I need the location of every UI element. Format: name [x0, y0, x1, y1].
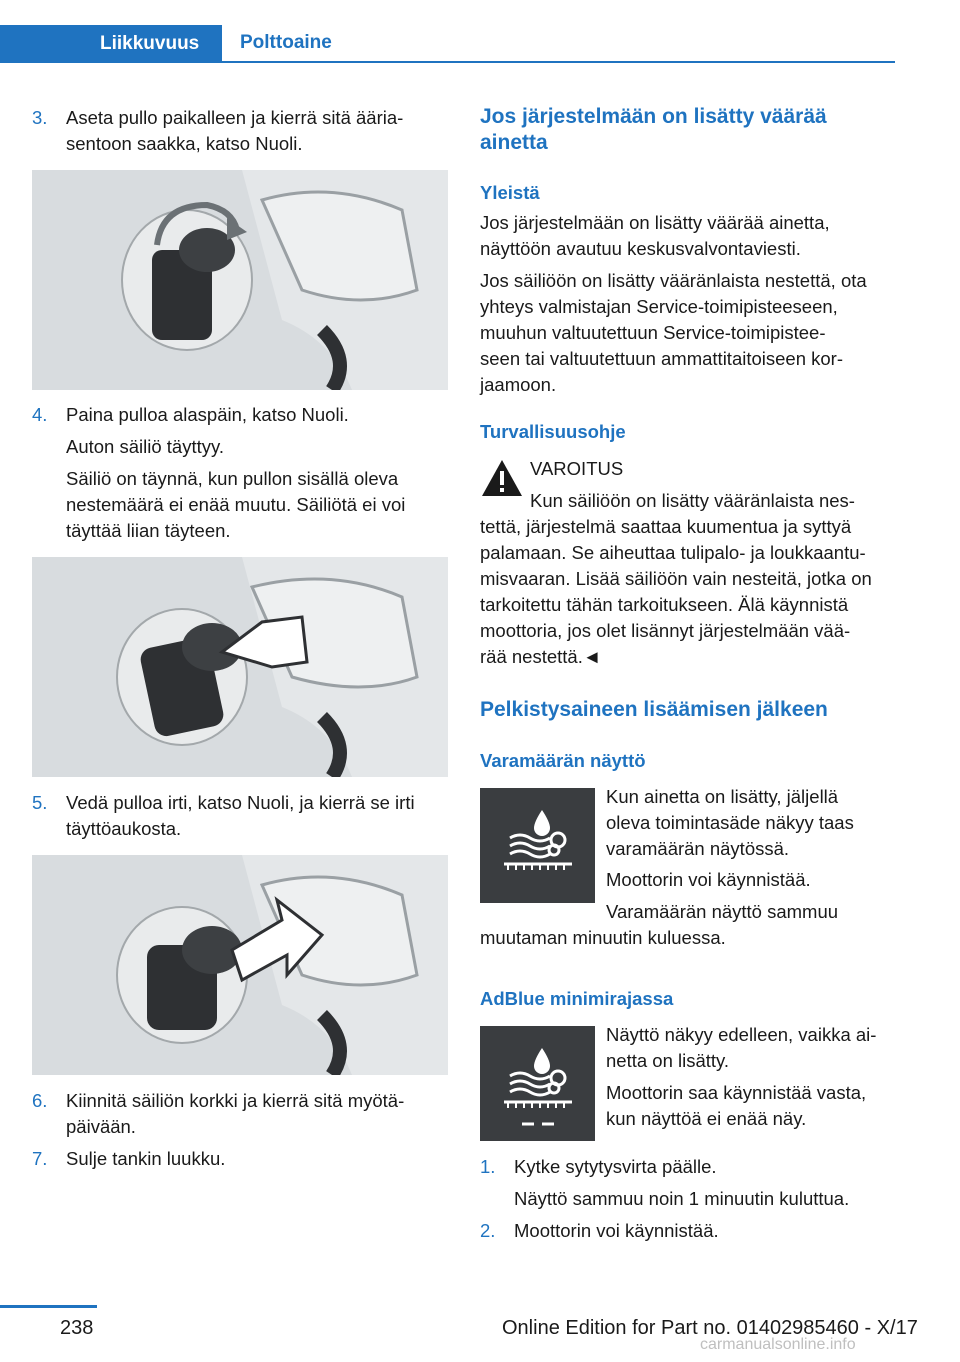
tab-liikkuvuus[interactable] — [0, 25, 222, 63]
step-number: 7. — [32, 1148, 48, 1169]
minimum-text-2 — [606, 1080, 906, 1132]
text-line: muuhun valtuutettuun Service-toimipistee‐ — [480, 322, 826, 343]
adblue-minimum-icon — [480, 1026, 595, 1141]
step-text: nestemäärä ei enää muutu. Säiliötä ei voi — [66, 494, 406, 515]
watermark: carmanualsonline.info — [700, 1336, 856, 1353]
text-line: netta on lisätty. — [606, 1050, 730, 1071]
tab-liikkuvuus-label: Liikkuvuus — [100, 33, 200, 54]
step-number: 2. — [480, 1220, 496, 1241]
step-text: täyttää liian täyteen. — [66, 520, 231, 541]
step-text: Aseta pullo paikalleen ja kierrä sitä ääria‐ — [66, 107, 404, 128]
warning-triangle-icon — [480, 458, 524, 498]
edition-text: Online Edition for Part no. 01402985460 - X/17 — [502, 1317, 918, 1339]
heading-range-display: Varamäärän näyttö — [480, 750, 646, 771]
text-line: seen tai valtuutettuun ammattitaitoiseen kor‐ — [480, 348, 843, 369]
warning-text-first: Kun säiliöön on lisätty vääränlaista nes‐ — [530, 490, 855, 511]
step-text: täyttöaukosta. — [66, 818, 182, 839]
paragraph-general-1 — [480, 210, 900, 262]
adblue-range-icon — [480, 788, 595, 903]
text-line: kun näyttöä ei enää näy. — [606, 1108, 807, 1129]
step-text: Auton säiliö täyttyy. — [66, 436, 225, 457]
text-line: oleva toimintasäde näkyy taas — [606, 812, 854, 833]
footer-rule — [0, 1305, 97, 1308]
text-line: rää nestettä.◄ — [480, 646, 602, 667]
range-text-3: Varamäärän näyttö sammuu — [606, 901, 839, 922]
text-line: näyttöön avautuu keskusvalvontaviesti. — [480, 238, 801, 259]
text-line: tettä, järjestelmä saattaa kuumentua ja syttyä — [480, 516, 852, 537]
range-text-1 — [606, 784, 906, 862]
step-text: Kytke sytytysvirta päälle. — [514, 1156, 717, 1177]
text-line: tarkoitettu tähän tarkoitukseen. Älä käynnistä — [480, 594, 849, 615]
range-text-2: Moottorin voi käynnistää. — [606, 869, 811, 890]
text-line: Kun ainetta on lisätty, jäljellä — [606, 786, 839, 807]
paragraph-general-2 — [480, 268, 900, 398]
heading-wrong-substance — [480, 104, 900, 156]
warning-title: VAROITUS — [530, 458, 624, 479]
illustration-insert-bottle — [32, 170, 448, 390]
text-line: yhteys valmistajan Service-toimipisteeseen, — [480, 296, 838, 317]
heading-after-adding: Pelkistysaineen lisäämisen jälkeen — [480, 698, 828, 721]
step-number: 1. — [480, 1156, 496, 1177]
text-line: Moottorin saa käynnistää vasta, — [606, 1082, 867, 1103]
text-line: moottoria, jos olet lisännyt järjestelmään vää‐ — [480, 620, 851, 641]
heading-adblue-minimum: AdBlue minimirajassa — [480, 988, 674, 1009]
text-line: misvaaran. Lisää säiliöön vain nesteitä, jotka on — [480, 568, 872, 589]
heading-line: ainetta — [480, 131, 548, 154]
text-line: palamaan. Se aiheuttaa tulipalo- ja loukkaantu‐ — [480, 542, 866, 563]
step-text: Näyttö sammuu noin 1 minuutin kuluttua. — [514, 1188, 850, 1209]
step-number: 3. — [32, 107, 48, 128]
step-text: Kiinnitä säiliön korkki ja kierrä sitä myötä‐ — [66, 1090, 405, 1111]
illustration-remove-bottle — [32, 855, 448, 1075]
step-text: Paina pulloa alaspäin, katso Nuoli. — [66, 404, 349, 425]
text-line: Näyttö näkyy edelleen, vaikka ai‐ — [606, 1024, 877, 1045]
heading-line: Jos järjestelmään on lisätty väärää — [480, 105, 827, 128]
heading-general: Yleistä — [480, 182, 540, 203]
range-text-3b: muutaman minuutin kuluessa. — [480, 927, 726, 948]
warning-text — [480, 514, 900, 670]
step-text: sentoon saakka, katso Nuoli. — [66, 133, 303, 154]
step-text: Vedä pulloa irti, katso Nuoli, ja kierrä se irti — [66, 792, 415, 813]
tab-polttoaine[interactable]: Polttoaine — [240, 32, 332, 53]
step-text: päivään. — [66, 1116, 136, 1137]
step-text: Sulje tankin luukku. — [66, 1148, 226, 1169]
minimum-text-1 — [606, 1022, 906, 1074]
step-text: Säiliö on täynnä, kun pullon sisällä oleva — [66, 468, 399, 489]
text-line: jaamoon. — [480, 374, 557, 395]
step-number: 6. — [32, 1090, 48, 1111]
step-number: 5. — [32, 792, 48, 813]
text-line: varamäärän näytössä. — [606, 838, 790, 859]
step-number: 4. — [32, 404, 48, 425]
page-number: 238 — [60, 1317, 94, 1339]
step-text: Moottorin voi käynnistää. — [514, 1220, 719, 1241]
text-line: Jos järjestelmään on lisätty väärää ainetta, — [480, 212, 830, 233]
illustration-press-bottle — [32, 557, 448, 777]
heading-safety: Turvallisuusohje — [480, 421, 626, 442]
text-line: Jos säiliöön on lisätty vääränlaista nestettä, ota — [480, 270, 867, 291]
